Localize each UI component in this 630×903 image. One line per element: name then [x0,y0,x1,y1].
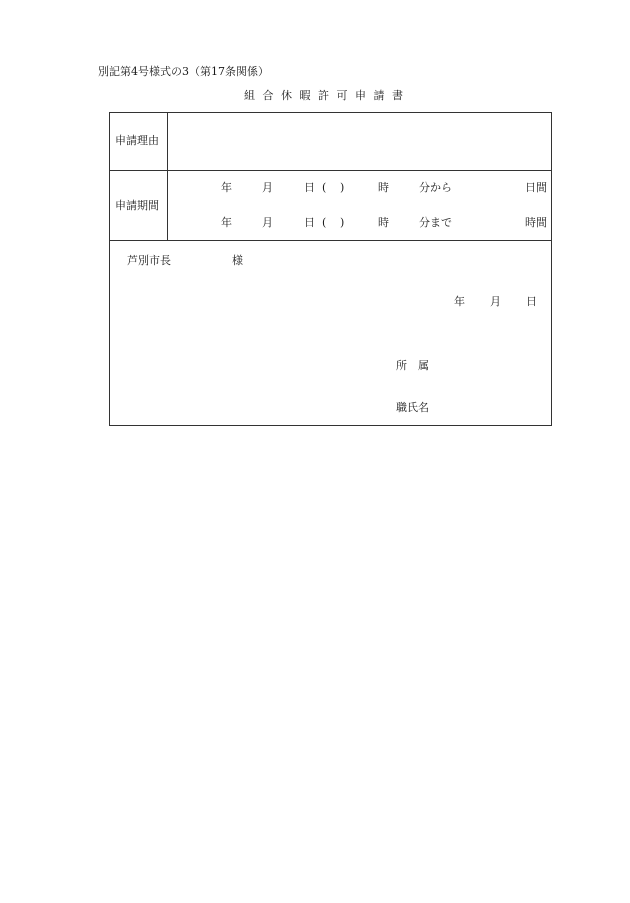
honorific: 様 [232,254,243,267]
period-end-weekday-close: ) [340,216,345,229]
period-end-year-label: 年 [221,216,232,229]
period-end-month-label: 月 [262,216,273,229]
period-end-weekday-open: ( [322,216,327,229]
row-divider-period [110,240,551,241]
name-label: 職氏名 [396,401,429,414]
application-form-table [109,112,552,426]
period-label: 申請期間 [115,199,159,212]
date-month-label: 月 [490,295,501,308]
label-column-divider [167,113,168,240]
date-year-label: 年 [454,295,465,308]
row-divider-reason [110,170,551,171]
period-start-month-label: 月 [262,181,273,194]
date-day-label: 日 [526,295,537,308]
form-title: 組合休暇許可申請書 [244,89,411,102]
period-start-hour-label: 時 [378,181,389,194]
period-start-weekday-close: ) [340,181,345,194]
period-start-day-label: 日 [304,181,315,194]
period-days-label: 日間 [525,181,547,194]
period-start-weekday-open: ( [322,181,327,194]
affiliation-label: 所 属 [396,359,429,372]
period-start-minute-label: 分から [419,181,452,194]
period-hours-label: 時間 [525,216,547,229]
period-end-hour-label: 時 [378,216,389,229]
addressee: 芦別市長 [127,254,171,267]
reason-label: 申請理由 [115,134,159,147]
period-end-minute-label: 分まで [419,216,452,229]
period-start-year-label: 年 [221,181,232,194]
period-end-day-label: 日 [304,216,315,229]
form-reference: 別記第4号様式の3（第17条関係） [98,65,269,78]
